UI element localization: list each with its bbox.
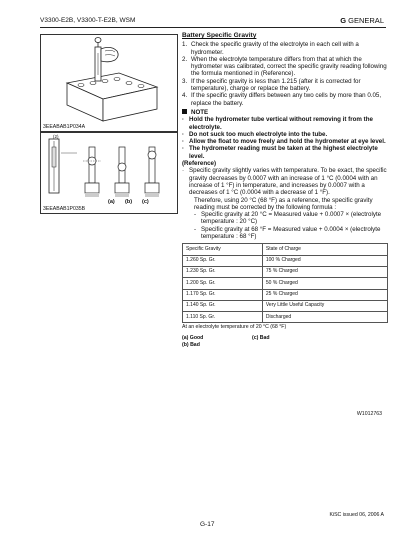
specific-gravity-table xyxy=(182,243,388,323)
table-row xyxy=(183,312,388,323)
table-note: At an electrolyte temperature of 20 °C (68 °F) xyxy=(182,324,287,331)
step-number: 1. xyxy=(182,41,188,49)
formula-item: - Specific gravity at 68 °F = Measured value + 0.0004 × (electrolyte temperature : 68 °F) xyxy=(182,226,388,241)
step-text: If the specific gravity is less than 1.215 (after it is corrected for temperature), charge or replace the battery. xyxy=(191,77,361,93)
figure-label-a: (a) xyxy=(108,199,115,205)
figure-caption-top: 3EEABAB1P034A xyxy=(43,124,86,130)
step-text: If the specific gravity differs between any two cells by more than 0.05, replace the battery. xyxy=(191,92,382,107)
note-item: · The hydrometer reading must be taken at the highest electrolyte level. xyxy=(182,145,388,160)
section-title: Battery Specific Gravity xyxy=(182,32,257,39)
therefore-text: Therefore, using 20 °C (68 °F) as a reference, the specific gravity reading must be corrected by the following formula : xyxy=(194,196,373,211)
section-name: GENERAL xyxy=(348,16,384,25)
table-cell: 100 % Charged xyxy=(262,255,387,266)
table-header: Specific Gravity xyxy=(183,244,263,255)
step-text: Check the specific gravity of the electrolyte in each cell with a hydrometer. xyxy=(191,41,359,56)
step-number: 2. xyxy=(182,55,188,63)
header-rule xyxy=(40,27,386,28)
step-item xyxy=(182,41,388,56)
table-row xyxy=(183,255,388,266)
step-number: 4. xyxy=(182,92,188,100)
note-item: · Hold the hydrometer tube vertical without removing it from the electrolyte. xyxy=(182,116,388,131)
step-number: 3. xyxy=(182,77,188,85)
table-row xyxy=(183,278,388,289)
formula-text: Specific gravity at 20 °C = Measured value + 0.0007 × (electrolyte temperature : 20 °C) xyxy=(201,211,382,226)
table-cell: 1.260 Sp. Gr. xyxy=(183,255,263,266)
table-header: State of Charge xyxy=(262,244,387,255)
table-cell: 1.110 Sp. Gr. xyxy=(183,312,263,323)
note-text: Hold the hydrometer tube vertical without removing it from the electrolyte. xyxy=(189,116,373,131)
hydrometer-float-figure xyxy=(40,132,178,214)
note-item: · Allow the float to move freely and hold the hydrometer at eye level. xyxy=(182,138,388,145)
table-cell: 25 % Charged xyxy=(262,289,387,300)
issue-info: KiSC issued 06, 2006 A xyxy=(329,512,384,518)
document-code: W1012763 xyxy=(356,411,382,417)
hydrometer-battery-figure xyxy=(40,34,178,132)
figure-label-b: (b) xyxy=(125,199,133,205)
legend-good: (a) Good xyxy=(182,334,204,341)
table-cell: 1.230 Sp. Gr. xyxy=(183,266,263,277)
formula-item: - Specific gravity at 20 °C = Measured value + 0.0007 × (electrolyte temperature : 20 °C) xyxy=(182,211,388,226)
scale-mark: (2) xyxy=(53,134,59,139)
note-text: Allow the float to move freely and hold the hydrometer at eye level. xyxy=(189,138,386,146)
note-heading xyxy=(182,109,388,116)
table-header-row xyxy=(183,244,388,255)
step-item xyxy=(182,56,388,78)
formula-text: Specific gravity at 68 °F = Measured value + 0.0004 × (electrolyte temperature : 68 °F) xyxy=(201,225,381,241)
table-cell: Discharged xyxy=(262,312,387,323)
reference-item: · Specific gravity slightly varies with temperature. To be exact, the specific gravity decreases by 0.0007 with an increase of 1 °C (0.0004 with an increase of 1 °F) in temperature, and increases by 0.0007 with a decreases of 1 °C (0.0004 with a decrease of 1 °F). xyxy=(182,167,387,197)
table-cell: Very Little Useful Capacity xyxy=(262,300,387,311)
table-row xyxy=(183,266,388,277)
note-text: The hydrometer reading must be taken at the highest electrolyte level. xyxy=(189,145,378,160)
note-label: NOTE xyxy=(191,108,209,116)
table-row xyxy=(183,300,388,311)
table-cell: 50 % Charged xyxy=(262,278,387,289)
reference-label: (Reference) xyxy=(182,160,217,168)
header-section xyxy=(340,16,384,25)
header-models: V3300-E2B, V3300-T-E2B, WSM xyxy=(40,17,136,24)
page-number: G-17 xyxy=(200,521,215,528)
note-square-icon xyxy=(182,109,187,114)
hydrometer-battery-illustration xyxy=(41,35,177,131)
legend-column xyxy=(182,335,252,350)
figure-label-c: (c) xyxy=(142,199,149,205)
table-cell: 1.200 Sp. Gr. xyxy=(183,278,263,289)
legend-column xyxy=(252,335,322,350)
legend-bad-b: (b) Bad xyxy=(182,341,200,348)
table-cell: 75 % Charged xyxy=(262,266,387,277)
note-text: Do not suck too much electrolyte into the tube. xyxy=(189,130,328,138)
figure-caption-bottom: 3EEABAB1P035B xyxy=(43,206,86,212)
table-cell: 1.140 Sp. Gr. xyxy=(183,300,263,311)
table-cell: 1.170 Sp. Gr. xyxy=(183,289,263,300)
section-code: G xyxy=(340,16,347,25)
reference-text: Specific gravity slightly varies with temperature. To be exact, the specific gravity decreases by 0.0007 with an increase of 1 °C (0.0004 with an increase of 1 °F) in temperature, and increases by 0.0007 with a decreases of 1 °C (0.0004 with a decrease of 1 °F). xyxy=(189,167,387,197)
table-row xyxy=(183,289,388,300)
step-item xyxy=(182,78,388,93)
step-text: When the electrolyte temperature differs from that at which the hydrometer was calibrated, correct the specific gravity reading following the formula mentioned in (Reference). xyxy=(191,55,387,78)
figure-legend xyxy=(182,335,388,350)
note-item: · Do not suck too much electrolyte into the tube. xyxy=(182,131,388,138)
step-item xyxy=(182,92,388,107)
main-content xyxy=(182,32,388,349)
legend-bad-c: (c) Bad xyxy=(252,334,270,341)
